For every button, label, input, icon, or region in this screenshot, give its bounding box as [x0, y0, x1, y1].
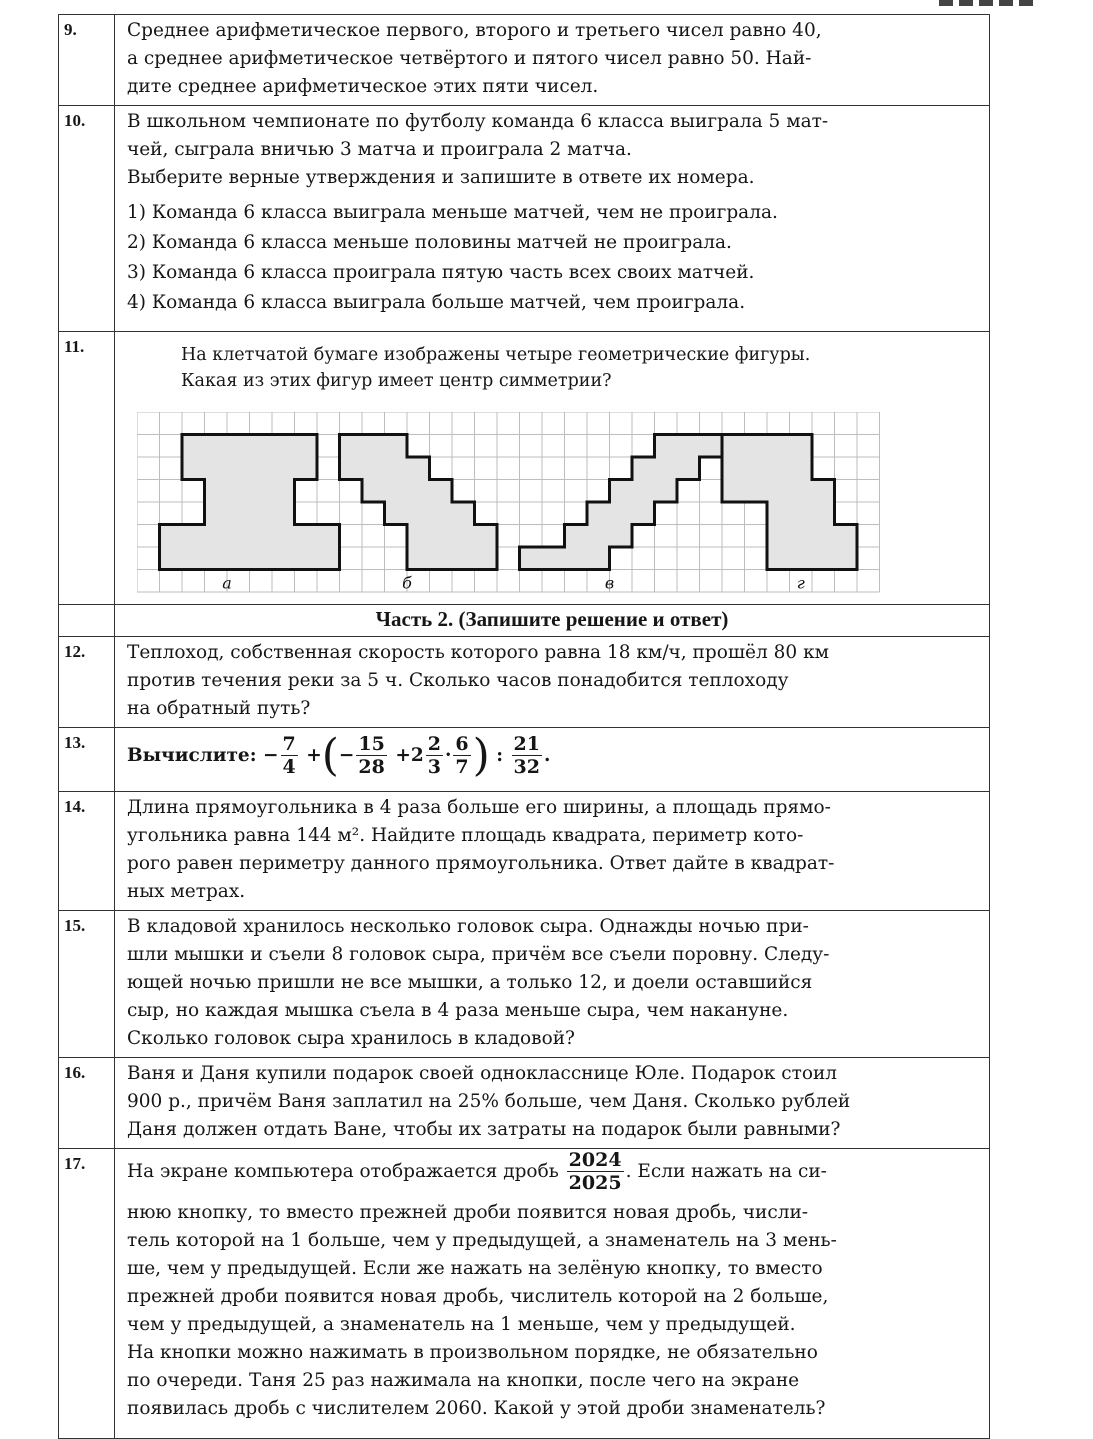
expression [127, 730, 551, 781]
answer-option: 1) Команда 6 класса выиграла меньше матчей, чем не проиграла. [127, 202, 778, 223]
text-line [127, 1151, 979, 1193]
text-line: В школьном чемпионате по футболу команда 6 класса выиграла 5 мат- [127, 111, 829, 132]
plus-sign: + [395, 745, 411, 766]
task-number: 12. [59, 637, 115, 728]
mixed-number-whole: 2 [410, 745, 424, 766]
text-line: На кнопки можно нажимать в произвольном порядке, не обязательно [127, 1342, 818, 1363]
task-row-9 [59, 15, 990, 106]
text-line: 900 р., причём Ваня заплатил на 25% больше, чем Даня. Сколько рублей [127, 1091, 851, 1112]
denominator: 2025 [568, 1172, 622, 1194]
grid-figures [137, 412, 897, 598]
text-line: появилась дробь с числителем 2060. Какой у этой дроби знаменатель? [127, 1398, 826, 1419]
text-line: Среднее арифметическое первого, второго и третьего чисел равно 40, [127, 20, 822, 41]
first-line-prefix: На экране компьютера отображается дробь [127, 1161, 559, 1182]
task-text [115, 1149, 990, 1439]
task-text [115, 106, 990, 332]
text-line: против течения реки за 5 ч. Сколько часов понадобится теплоходу [127, 670, 789, 691]
text-line: На клетчатой бумаге изображены четыре геометрические фигуры. [181, 345, 811, 365]
first-line-suffix: . Если нажать на си- [625, 1161, 827, 1182]
divide-sign: : [496, 745, 504, 766]
text-line: угольника равна 144 м². Найдите площадь квадрата, периметр кото- [127, 825, 804, 846]
task-number: 9. [59, 15, 115, 106]
text-line: Сколько головок сыра хранилось в кладовой? [127, 1028, 575, 1049]
text-line: чей, сыграла вничью 3 матча и проиграла 2 матча. [127, 139, 632, 160]
figure-2 [340, 435, 498, 570]
empty-number-cell [59, 605, 115, 637]
task-text [115, 1058, 990, 1149]
fraction [567, 1151, 624, 1193]
minus-sign: − [263, 745, 279, 766]
text-line: прежней дроби появится новая дробь, числитель которой на 2 больше, [127, 1286, 829, 1307]
answer-option: 4) Команда 6 класса выиграла больше матчей, чем проиграла. [127, 292, 746, 313]
answer-option: 2) Команда 6 класса меньше половины матчей не проиграла. [127, 232, 732, 253]
task-row-10 [59, 106, 990, 332]
text-line: ных метрах. [127, 881, 246, 902]
task-row-17 [59, 1149, 990, 1439]
text-line: шли мышки и съели 8 головок сыра, причём все съели поровну. Следу- [127, 944, 830, 965]
task-text [115, 728, 990, 792]
task-row-12 [59, 637, 990, 728]
fraction [453, 735, 470, 777]
fraction [356, 735, 386, 777]
text-line: тель которой на 1 больше, чем у предыдущей, а знаменатель на 3 мень- [127, 1230, 837, 1251]
fraction [281, 735, 298, 777]
fraction [426, 735, 443, 777]
figure-label: б [402, 573, 412, 593]
text-line: нюю кнопку, то вместо прежней дроби появится новая дробь, числи- [127, 1202, 809, 1223]
task-text [115, 637, 990, 728]
text-line: Даня должен отдать Ване, чтобы их затраты на подарок были равными? [127, 1119, 841, 1140]
text-line: сыр, но каждая мышка съела в 4 раза меньше сыра, чем накануне. [127, 1000, 789, 1021]
left-paren: ( [321, 730, 339, 781]
text-line: по очереди. Таня 25 раз нажимала на кнопки, после чего на экране [127, 1370, 800, 1391]
text-line: Теплоход, собственная скорость которого равна 18 км/ч, прошёл 80 км [127, 642, 830, 663]
task-number: 11. [59, 332, 115, 605]
fraction [512, 735, 542, 777]
text-line: дите среднее арифметическое этих пяти чисел. [127, 76, 599, 97]
answer-option: 3) Команда 6 класса проиграла пятую часть всех своих матчей. [127, 262, 755, 283]
figure-label: а [222, 573, 232, 593]
text-line: а среднее арифметическое четвёртого и пятого чисел равно 50. Най- [127, 48, 812, 69]
expression-end: . [544, 745, 551, 766]
task-text [115, 332, 990, 605]
denominator: 7 [455, 756, 469, 778]
page-corner-mark [939, 0, 1033, 6]
figure-label: г [796, 573, 805, 593]
task-number: 17. [59, 1149, 115, 1439]
part2-title: Часть 2. (Запишите решение и ответ) [115, 605, 990, 637]
task-row-11 [59, 332, 990, 605]
text-line: Длина прямоугольника в 4 раза больше его ширины, а площадь прямо- [127, 797, 831, 818]
task-number: 10. [59, 106, 115, 332]
minus-sign: − [338, 745, 355, 766]
expression-prefix: Вычислите: [127, 745, 257, 766]
numerator: 15 [358, 733, 385, 755]
numerator: 2 [427, 733, 441, 755]
text-line: чем у предыдущей, а знаменатель на 1 меньше, чем у предыдущей. [127, 1314, 796, 1335]
denominator: 4 [282, 756, 296, 778]
numerator: 7 [282, 733, 296, 755]
text-line: на обратный путь? [127, 698, 311, 719]
text-line: Ваня и Даня купили подарок своей однокласснице Юле. Подарок стоил [127, 1063, 838, 1084]
figure-label: в [604, 573, 615, 593]
task-text [115, 911, 990, 1058]
text-line: ше, чем у предыдущей. Если же нажать на зелёную кнопку, то вместо [127, 1258, 823, 1279]
plus-sign: + [306, 745, 322, 766]
numerator: 6 [455, 733, 469, 755]
numerator: 2024 [568, 1149, 622, 1171]
figure-area [121, 394, 983, 594]
task-text [115, 792, 990, 911]
task-number: 16. [59, 1058, 115, 1149]
part2-row [59, 605, 990, 637]
task-table [58, 14, 990, 1439]
numerator: 21 [513, 733, 540, 755]
text-line: Выберите верные утверждения и запишите в ответе их номера. [127, 167, 755, 188]
task-row-15 [59, 911, 990, 1058]
text-line: ющей ночью пришли не все мышки, а только 12, и доели оставшийся [127, 972, 813, 993]
right-paren: ) [472, 730, 490, 781]
text-line: Какая из этих фигур имеет центр симметрии? [181, 371, 612, 391]
task-row-16 [59, 1058, 990, 1149]
denominator: 32 [513, 756, 540, 778]
text-line: рого равен периметру данного прямоугольника. Ответ дайте в квадрат- [127, 853, 835, 874]
task-number: 14. [59, 792, 115, 911]
task-row-13 [59, 728, 990, 792]
task-text [115, 15, 990, 106]
task-row-14 [59, 792, 990, 911]
text-line: В кладовой хранилось несколько головок сыра. Однажды ночью при- [127, 916, 809, 937]
task-number: 15. [59, 911, 115, 1058]
figure-question [181, 342, 983, 394]
denominator: 28 [358, 756, 385, 778]
answer-options [127, 198, 979, 318]
multiply-dot: · [444, 745, 452, 766]
task-number: 13. [59, 728, 115, 792]
denominator: 3 [427, 756, 441, 778]
